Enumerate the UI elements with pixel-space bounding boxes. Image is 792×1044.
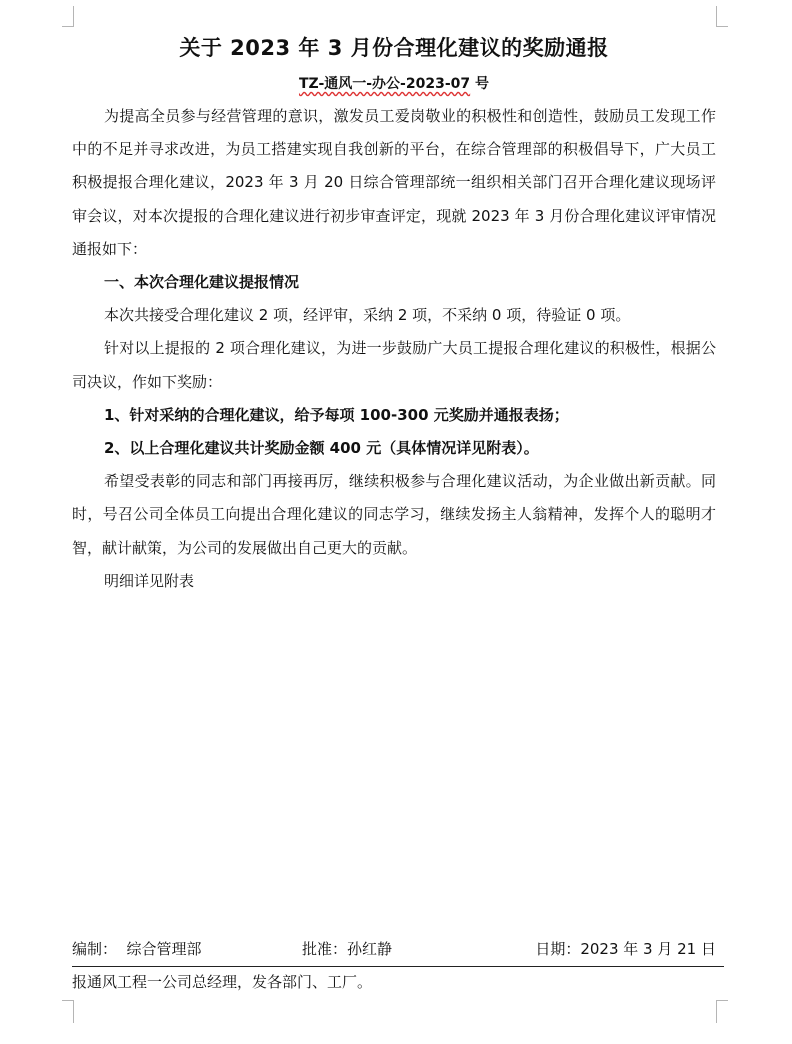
document-number bbox=[72, 73, 716, 93]
signature-line bbox=[72, 938, 716, 962]
document-number-code: TZ-通风一-办公-2023-07 bbox=[298, 76, 471, 92]
document-title: 关于 2023 年 3 月份合理化建议的奖励通报 bbox=[179, 36, 609, 60]
distribution-line: 报通风工程一公司总经理，发各部门、工厂。 bbox=[72, 973, 373, 991]
signature-date: 日期：2023 年 3 月 21 日 bbox=[535, 940, 716, 958]
signature-approver: 批准：孙红静 bbox=[302, 940, 393, 958]
paragraph-reward-intro: 针对以上提报的 2 项合理化建议，为进一步鼓励广大员工提报合理化建议的积极性，根据公司决议，作如下奖励： bbox=[72, 339, 716, 391]
section-heading-submission: 一、本次合理化建议提报情况 bbox=[104, 273, 300, 292]
divider-line bbox=[72, 966, 724, 967]
signature-editor: 编制： 综合管理部 bbox=[72, 940, 202, 958]
paragraph-intro: 为提高全员参与经营管理的意识，激发员工爱岗敬业的积极性和创造性，鼓励员工发现工作中的不足并寻求改进，为员工搭建实现自我创新的平台，在综合管理部的积极倡导下，广大员工积极提报合理化建议，2023 年 3 月 20 日综合管理部统一组织相关部门召开合理化建议现场评审会议，对本次提报的合理化建议进行初步审查评定，现就 2023 年 3 月份合理化建议评审情况通报如下： bbox=[72, 107, 716, 258]
document-body bbox=[72, 100, 716, 598]
reward-item-1: 1、针对采纳的合理化建议，给予每项 100-300 元奖励并通报表扬； bbox=[104, 405, 569, 424]
page-corner-mark-top-right bbox=[716, 6, 728, 27]
page-corner-mark-bottom-right bbox=[716, 1000, 728, 1023]
page-corner-mark-top-left bbox=[62, 6, 74, 27]
paragraph-summary: 本次共接受合理化建议 2 项，经评审，采纳 2 项，不采纳 0 项，待验证 0 项。 bbox=[104, 306, 631, 325]
paragraph-closing: 希望受表彰的同志和部门再接再厉，继续积极参与合理化建议活动，为企业做出新贡献。同时，号召公司全体员工向提出合理化建议的同志学习，继续发扬主人翁精神，发挥个人的聪明才智，献计献策，为公司的发展做出自己更大的贡献。 bbox=[72, 472, 716, 557]
page-corner-mark-bottom-left bbox=[62, 1000, 74, 1023]
paragraph-attachment-note: 明细详见附表 bbox=[104, 571, 195, 590]
document-number-suffix: 号 bbox=[470, 76, 490, 92]
reward-item-2: 2、以上合理化建议共计奖励金额 400 元（具体情况详见附表）。 bbox=[104, 439, 539, 458]
